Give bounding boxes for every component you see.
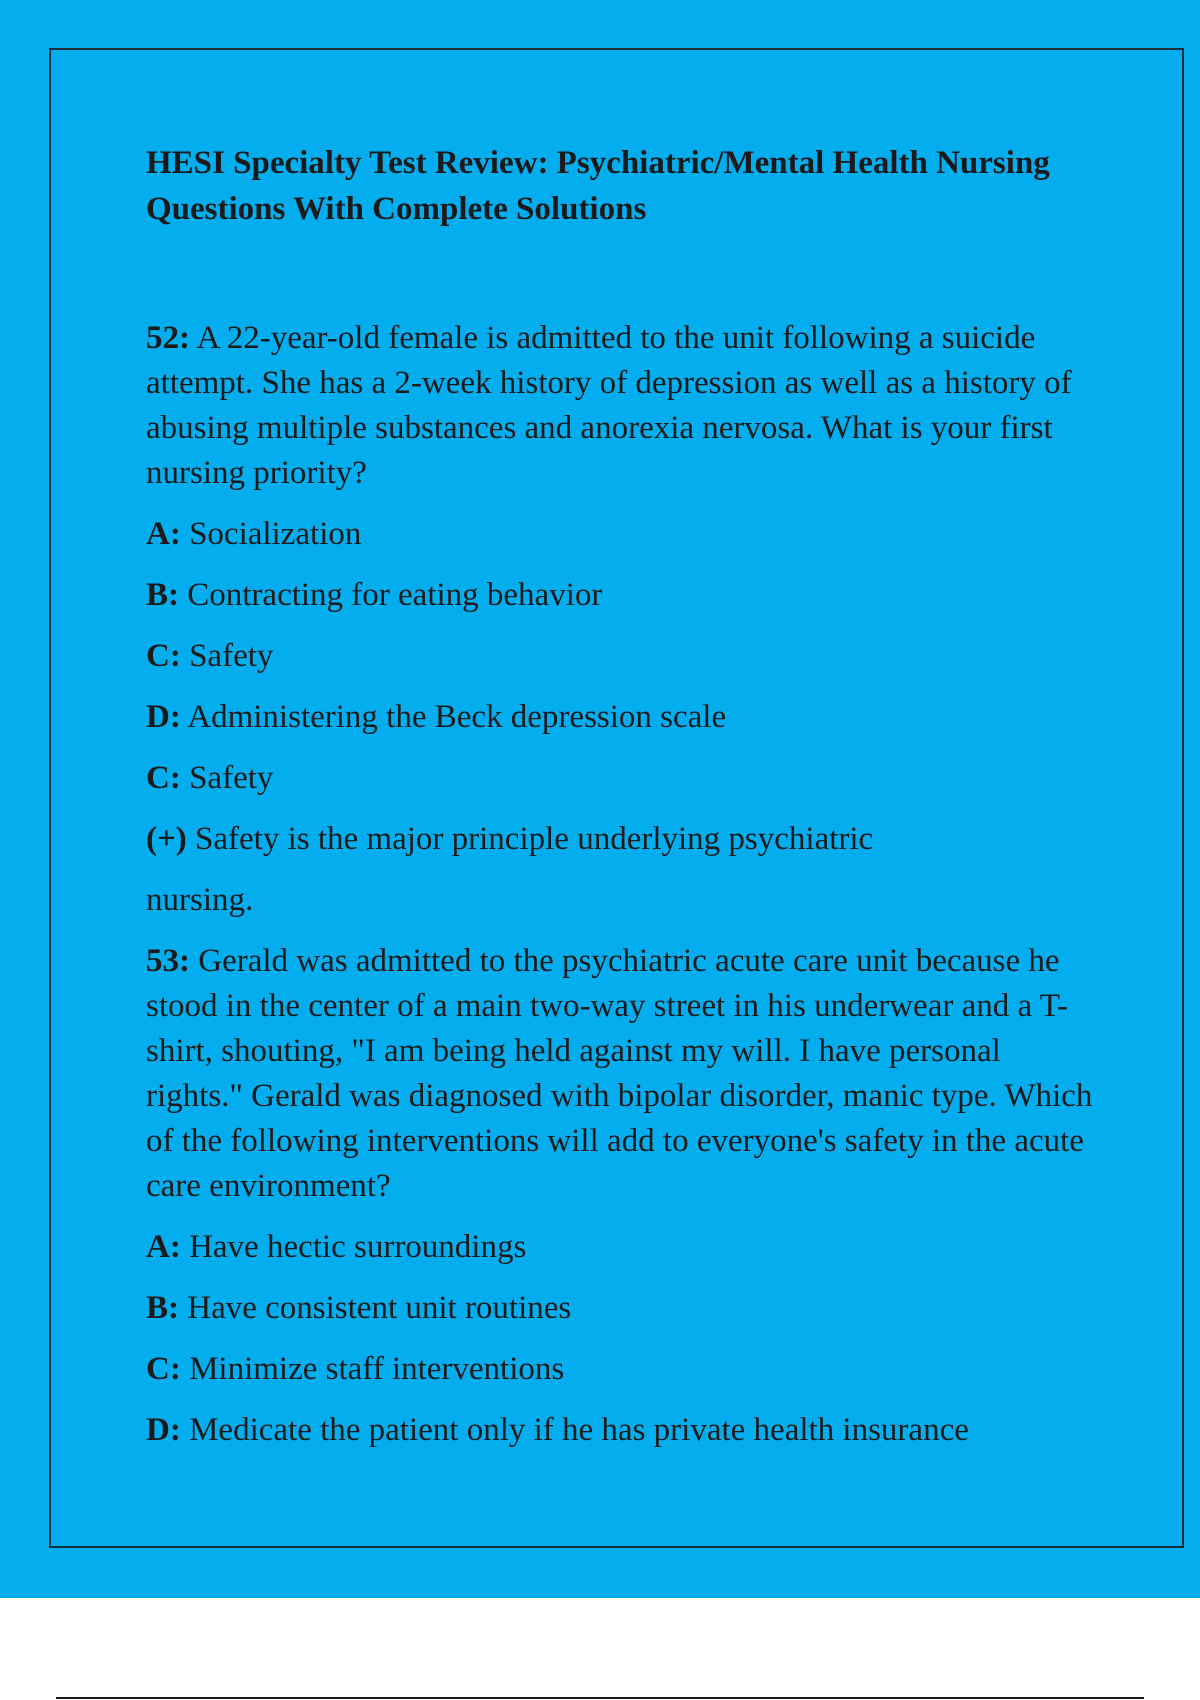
option-text: Have consistent unit routines xyxy=(187,1290,572,1326)
answer-letter: C: xyxy=(146,760,181,796)
question-53 xyxy=(146,939,1096,1209)
option-letter: D: xyxy=(146,1412,181,1448)
question-text: A 22-year-old female is admitted to the unit following a suicide attempt. She has a 2-week history of depression as well as a history of abusing multiple substances and anorexia nervosa. What is your first nursing priority? xyxy=(146,320,1072,491)
option-b xyxy=(146,1286,1096,1331)
rationale-continuation: nursing. xyxy=(146,882,254,918)
option-letter: D: xyxy=(146,699,181,735)
question-52 xyxy=(146,316,1096,496)
option-letter: C: xyxy=(146,1351,181,1387)
answer xyxy=(146,756,1096,801)
option-letter: C: xyxy=(146,638,181,674)
footer-divider xyxy=(56,1697,1144,1699)
option-text: Administering the Beck depression scale xyxy=(187,699,727,735)
option-a xyxy=(146,1225,1096,1270)
option-c xyxy=(146,634,1096,679)
answer-text: Safety xyxy=(189,760,274,796)
rationale-marker: (+) xyxy=(146,821,187,857)
option-b xyxy=(146,573,1096,618)
option-text: Contracting for eating behavior xyxy=(187,577,603,613)
option-a xyxy=(146,512,1096,557)
option-d xyxy=(146,695,1096,740)
option-c xyxy=(146,1347,1096,1392)
question-number: 52: xyxy=(146,320,190,356)
option-text: Minimize staff interventions xyxy=(189,1351,565,1387)
option-text: Have hectic surroundings xyxy=(189,1229,527,1265)
option-letter: B: xyxy=(146,577,179,613)
question-text: Gerald was admitted to the psychiatric acute care unit because he stood in the center of a main two-way street in his underwear and a T-shirt, shouting, "I am being held against my will. I have personal rights." Gerald was diagnosed with bipolar disorder, manic type. Which of the following interventions will add to everyone's safety in the acute care environment? xyxy=(146,943,1093,1204)
document-content xyxy=(146,140,1096,1453)
option-text: Safety xyxy=(189,638,274,674)
option-letter: A: xyxy=(146,516,181,552)
option-letter: B: xyxy=(146,1290,179,1326)
rationale xyxy=(146,817,1096,923)
rationale-text: Safety is the major principle underlying psychiatric xyxy=(195,821,874,857)
document-title: HESI Specialty Test Review: Psychiatric/Mental Health Nursing Questions With Complete Solutions xyxy=(146,145,1050,227)
option-text: Socialization xyxy=(189,516,362,552)
option-text: Medicate the patient only if he has private health insurance xyxy=(189,1412,969,1448)
question-number: 53: xyxy=(146,943,190,979)
option-d xyxy=(146,1408,1096,1453)
option-letter: A: xyxy=(146,1229,181,1265)
